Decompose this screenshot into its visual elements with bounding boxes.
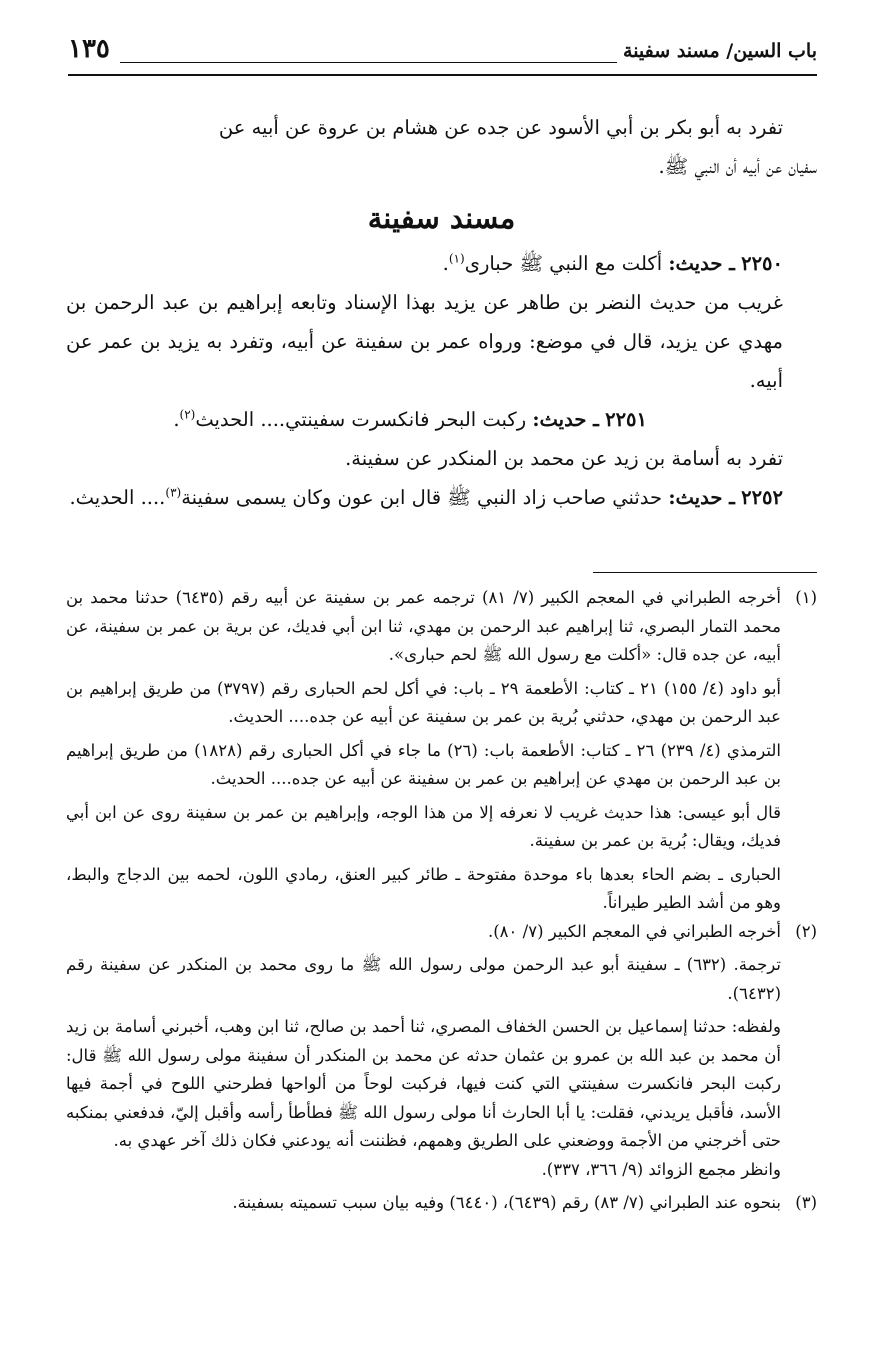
intro-line-2: سفيان عن أبيه أن النبي ﷺ.	[658, 155, 817, 178]
footnote-paragraph: أخرجه الطبراني في المعجم الكبير (٧/ ٨٠).	[487, 921, 781, 941]
section-heading: مسند سفينة	[367, 201, 516, 235]
footnote-ref: (٣)	[165, 485, 182, 500]
intro-line-1: تفرد به أبو بكر بن أبي الأسود عن جده عن هشام بن عروة عن أبيه عن	[218, 116, 783, 139]
header-rule	[120, 62, 617, 63]
footnote-paragraph: ترجمة. (٦٣٢) ـ سفينة أبو عبد الرحمن مولى رسول الله ﷺ ما روى محمد بن المنكدر عن سفينة رقم (٦٤٣٢).	[66, 955, 781, 1003]
hadith-text: حدثني صاحب زاد النبي ﷺ قال ابن عون وكان يسمى سفينة	[181, 486, 669, 509]
footnotes	[66, 584, 817, 1218]
footnote-separator	[593, 572, 817, 573]
main-text	[66, 108, 817, 517]
footnote-ref: (١)	[448, 251, 465, 266]
hadith-number: ٢٢٥١	[605, 408, 647, 431]
hadith-2252	[66, 478, 817, 517]
page-number: ١٣٥	[68, 34, 110, 64]
footnote-paragraph: قال أبو عيسى: هذا حديث غريب لا نعرفه إلا من هذا الوجه، وإبراهيم بن عمر بن سفينة روى عن ابن أبي فديك، ويقال: بُرية بن عمر بن سفينة.	[66, 802, 781, 850]
hadith-2251	[66, 400, 817, 439]
hadith-label: ـ حديث:	[532, 408, 599, 431]
hadith-number: ٢٢٥٠	[741, 252, 783, 275]
footnote-mark: (١)	[795, 588, 817, 607]
hadith-label: ـ حديث:	[668, 252, 735, 275]
footnote-3	[66, 1189, 817, 1218]
hadith-end: .... الحديث.	[69, 486, 166, 509]
footnote-2	[66, 918, 817, 1185]
footnote-paragraph: بنحوه عند الطبراني (٧/ ٨٣) رقم (٦٤٣٩)، (٦٤٤٠) وفيه بيان سبب تسميته بسفينة.	[232, 1193, 781, 1212]
hadith-2250-commentary: غريب من حديث النضر بن طاهر عن يزيد بهذا الإسناد وتابعه إبراهيم بن عبد الرحمن بن مهدي عن يزيد، قال في موضع: ورواه عمر بن سفينة عن أبيه، وتفرد به يزيد بن عمر عن أبيه.	[66, 291, 783, 392]
hadith-2251-commentary: تفرد به أسامة بن زيد عن محمد بن المنكدر عن سفينة.	[345, 447, 783, 470]
footnote-paragraph: أبو داود (٤/ ١٥٥) ٢١ ـ كتاب: الأطعمة ٢٩ ـ باب: في أكل لحم الحبارى رقم (٣٧٩٧) من طريق إبراهيم بن عبد الرحمن بن مهدي، حدثني بُرية بن عمر بن سفينة عن أبيه عن جده.... الحديث.	[66, 678, 781, 726]
footnote-ref: (٢)	[179, 407, 196, 422]
footnote-paragraph: وانظر مجمع الزوائد (٩/ ٣٦٦، ٣٣٧).	[541, 1159, 781, 1179]
footnote-paragraph: الحبارى ـ بضم الحاء بعدها باء موحدة مفتوحة ـ طائر كبير العنق، رمادي اللون، لحمه بين الدجاج والبط، وهو من أشد الطير طيراناً.	[66, 864, 781, 912]
hadith-end: .	[442, 252, 449, 275]
hadith-text: ركبت البحر فانكسرت سفينتي.... الحديث	[195, 408, 533, 431]
footnote-paragraph: أخرجه الطبراني في المعجم الكبير (٧/ ٨١) ترجمه عمر بن سفينة عن أبيه رقم (٦٤٣٥) حدثنا محمد بن محمد التمار البصري، ثنا إبراهيم عبد الرحمن بن مهدي، ثنا ابن أبي فديك، عن برية بن عمر بن سفينة، عن أبيه، عن جده قال: «أكلت مع رسول الله ﷺ لحم حبارى».	[66, 588, 781, 664]
hadith-label: ـ حديث:	[668, 486, 735, 509]
section-title: باب السين/ مسند سفينة	[623, 40, 817, 62]
hadith-2250	[66, 244, 817, 283]
hadith-end: .	[173, 408, 180, 431]
hadith-number: ٢٢٥٢	[741, 486, 783, 509]
footnote-mark: (٢)	[795, 921, 817, 941]
footnote-mark: (٣)	[795, 1193, 817, 1212]
footnote-1	[66, 584, 817, 918]
hadith-text: أكلت مع النبي ﷺ حبارى	[464, 252, 669, 275]
footnote-paragraph: الترمذي (٤/ ٢٣٩) ٢٦ ـ كتاب: الأطعمة باب: (٢٦) ما جاء في أكل الحبارى رقم (١٨٢٨) من طريق إبراهيم بن عبد الرحمن بن مهدي عن إبراهيم بن عمر بن سفينة عن أبيه عن جده.... الحديث.	[66, 740, 781, 788]
footnote-paragraph: ولفظه: حدثنا إسماعيل بن الحسن الخفاف المصري، ثنا أحمد بن صالح، ثنا ابن وهب، أخبرني أسامة بن زيد أن محمد بن عبد الله بن عمرو بن عثمان حدثه عن محمد بن المنكدر أن سفينة مولى رسول الله ﷺ قال: ركبت البحر فانكسرت سفينتي التي كنت فيها، فركبت لوحاً من ألواحها فطرحني اللوح في أجمة فيها الأسد، فأقبل يريدني، فقلت: يا أبا الحارث أنا مولى رسول الله ﷺ فطأطأ رأسه وأقبل إليّ، فدفعني بمنكبه حتى أخرجني من الأجمة ووضعني على الطريق وهمهم، فظننت أنه يودعني فكان ذلك آخر عهدي به.	[66, 1017, 781, 1150]
running-header	[68, 34, 817, 76]
